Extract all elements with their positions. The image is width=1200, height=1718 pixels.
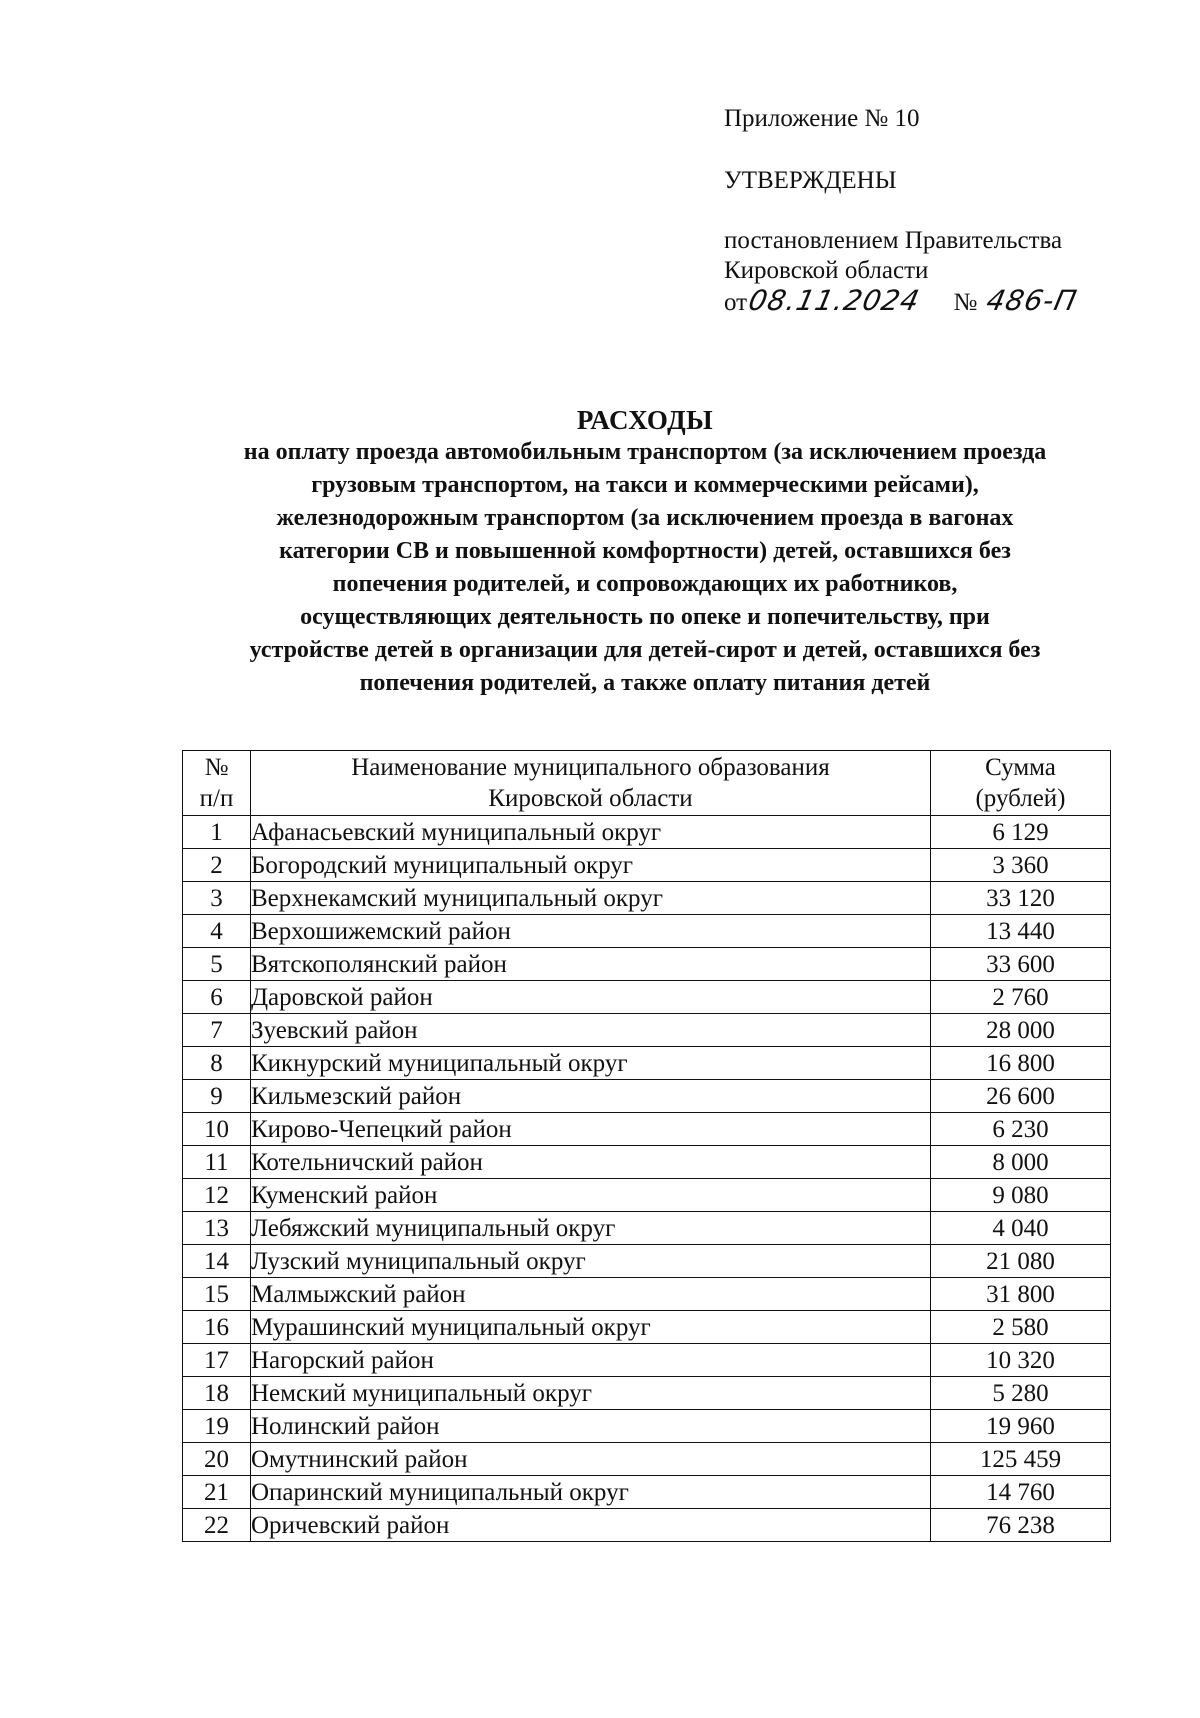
costs-table-container [182, 750, 1110, 1542]
header-num-line-1: № [204, 754, 229, 781]
row-number: 20 [183, 1443, 251, 1476]
row-number: 8 [183, 1047, 251, 1080]
municipality-name: Нолинский район [251, 1410, 931, 1443]
municipality-name: Немский муниципальный округ [251, 1377, 931, 1410]
approved-label: УТВЕРЖДЕНЫ [724, 167, 897, 194]
row-number: 2 [183, 849, 251, 882]
amount-rubles: 19 960 [931, 1410, 1111, 1443]
title-line: устройстве детей в организации для детей-сирот и детей, оставшихся без [249, 637, 1041, 663]
municipality-name: Малмыжский район [251, 1278, 931, 1311]
table-body [183, 816, 1111, 1542]
amount-rubles: 33 120 [931, 882, 1111, 915]
municipality-name: Кикнурский муниципальный округ [251, 1047, 931, 1080]
row-number: 19 [183, 1410, 251, 1443]
table-row [183, 1410, 1111, 1443]
title-line: железнодорожным транспортом (за исключением проезда в вагонах [276, 505, 1014, 531]
municipality-name: Зуевский район [251, 1014, 931, 1047]
amount-rubles: 2 760 [931, 981, 1111, 1014]
amount-rubles: 3 360 [931, 849, 1111, 882]
header-name-line-2: Кировской области [488, 785, 693, 812]
header-name-line-1: Наименование муниципального образования [351, 754, 830, 781]
table-row [183, 1344, 1111, 1377]
title-main: РАСХОДЫ [576, 405, 714, 435]
title-line: на оплату проезда автомобильным транспортом (за исключением проезда [243, 439, 1047, 465]
header-num-line-2: п/п [199, 785, 234, 812]
row-number: 16 [183, 1311, 251, 1344]
row-number: 21 [183, 1476, 251, 1509]
table-row [183, 1146, 1111, 1179]
row-number: 4 [183, 915, 251, 948]
row-number: 6 [183, 981, 251, 1014]
table-row [183, 1311, 1111, 1344]
header-sum-line-1: Сумма [985, 754, 1056, 781]
table-row [183, 1047, 1111, 1080]
table-row [183, 1443, 1111, 1476]
row-number: 1 [183, 816, 251, 849]
table-row [183, 1509, 1111, 1542]
amount-rubles: 33 600 [931, 948, 1111, 981]
title-line: категории СВ и повышенной комфортности) детей, оставшихся без [279, 538, 1011, 564]
title-line: попечения родителей, и сопровождающих их работников, [332, 571, 958, 597]
header-sum-line-2: (рублей) [975, 785, 1066, 812]
header-num [183, 751, 251, 816]
table-row [183, 915, 1111, 948]
table-row [183, 1476, 1111, 1509]
municipality-name: Куменский район [251, 1179, 931, 1212]
row-number: 12 [183, 1179, 251, 1212]
row-number: 3 [183, 882, 251, 915]
municipality-name: Богородский муниципальный округ [251, 849, 931, 882]
row-number: 10 [183, 1113, 251, 1146]
amount-rubles: 14 760 [931, 1476, 1111, 1509]
municipality-name: Верхнекамский муниципальный округ [251, 882, 931, 915]
amount-rubles: 125 459 [931, 1443, 1111, 1476]
title-line: попечения родителей, а также оплату питания детей [359, 670, 931, 696]
amount-rubles: 10 320 [931, 1344, 1111, 1377]
row-number: 17 [183, 1344, 251, 1377]
title-line: грузовым транспортом, на такси и коммерческими рейсами), [311, 472, 979, 498]
amount-rubles: 4 040 [931, 1212, 1111, 1245]
title-description [145, 436, 1145, 700]
table-row [183, 1179, 1111, 1212]
amount-rubles: 28 000 [931, 1014, 1111, 1047]
municipality-name: Нагорский район [251, 1344, 931, 1377]
document-title [100, 404, 1190, 700]
table-row [183, 816, 1111, 849]
municipality-name: Оричевский район [251, 1509, 931, 1542]
row-number: 15 [183, 1278, 251, 1311]
decree-line-1: постановлением Правительства [724, 227, 1063, 254]
decree-line-2: Кировской области [724, 257, 929, 284]
amount-rubles: 8 000 [931, 1146, 1111, 1179]
costs-table [182, 750, 1111, 1542]
municipality-name: Лузский муниципальный округ [251, 1245, 931, 1278]
municipality-name: Омутнинский район [251, 1443, 931, 1476]
municipality-name: Лебяжский муниципальный округ [251, 1212, 931, 1245]
municipality-name: Афанасьевский муниципальный округ [251, 816, 931, 849]
municipality-name: Котельничский район [251, 1146, 931, 1179]
header-name [251, 751, 931, 816]
handwritten-date: 08.11.2024 [745, 284, 924, 317]
table-row [183, 1113, 1111, 1146]
municipality-name: Даровской район [251, 981, 931, 1014]
amount-rubles: 76 238 [931, 1509, 1111, 1542]
handwritten-number: 486-П [983, 284, 1081, 317]
header-sum [931, 751, 1111, 816]
amount-rubles: 6 129 [931, 816, 1111, 849]
row-number: 5 [183, 948, 251, 981]
table-row [183, 948, 1111, 981]
title-line: осуществляющих деятельность по опеке и попечительству, при [300, 604, 990, 630]
decree-date-number [724, 286, 1144, 318]
table-row [183, 882, 1111, 915]
amount-rubles: 2 580 [931, 1311, 1111, 1344]
table-row [183, 849, 1111, 882]
row-number: 9 [183, 1080, 251, 1113]
decree-reference [724, 226, 1144, 318]
municipality-name: Верхошижемский район [251, 915, 931, 948]
amount-rubles: 31 800 [931, 1278, 1111, 1311]
table-row [183, 1377, 1111, 1410]
municipality-name: Кильмезский район [251, 1080, 931, 1113]
appendix-label: Приложение № 10 [724, 105, 920, 132]
amount-rubles: 16 800 [931, 1047, 1111, 1080]
amount-rubles: 5 280 [931, 1377, 1111, 1410]
table-row [183, 1245, 1111, 1278]
amount-rubles: 26 600 [931, 1080, 1111, 1113]
table-row [183, 1080, 1111, 1113]
table-row [183, 1278, 1111, 1311]
amount-rubles: 13 440 [931, 915, 1111, 948]
amount-rubles: 9 080 [931, 1179, 1111, 1212]
row-number: 18 [183, 1377, 251, 1410]
row-number: 14 [183, 1245, 251, 1278]
table-row [183, 1212, 1111, 1245]
number-label: № [953, 289, 978, 316]
from-label: от [724, 289, 748, 316]
row-number: 22 [183, 1509, 251, 1542]
amount-rubles: 21 080 [931, 1245, 1111, 1278]
table-row [183, 981, 1111, 1014]
row-number: 7 [183, 1014, 251, 1047]
municipality-name: Кирово-Чепецкий район [251, 1113, 931, 1146]
municipality-name: Опаринский муниципальный округ [251, 1476, 931, 1509]
row-number: 13 [183, 1212, 251, 1245]
approval-header [724, 104, 1144, 318]
table-header-row [183, 751, 1111, 816]
municipality-name: Вятскополянский район [251, 948, 931, 981]
municipality-name: Мурашинский муниципальный округ [251, 1311, 931, 1344]
amount-rubles: 6 230 [931, 1113, 1111, 1146]
table-row [183, 1014, 1111, 1047]
row-number: 11 [183, 1146, 251, 1179]
